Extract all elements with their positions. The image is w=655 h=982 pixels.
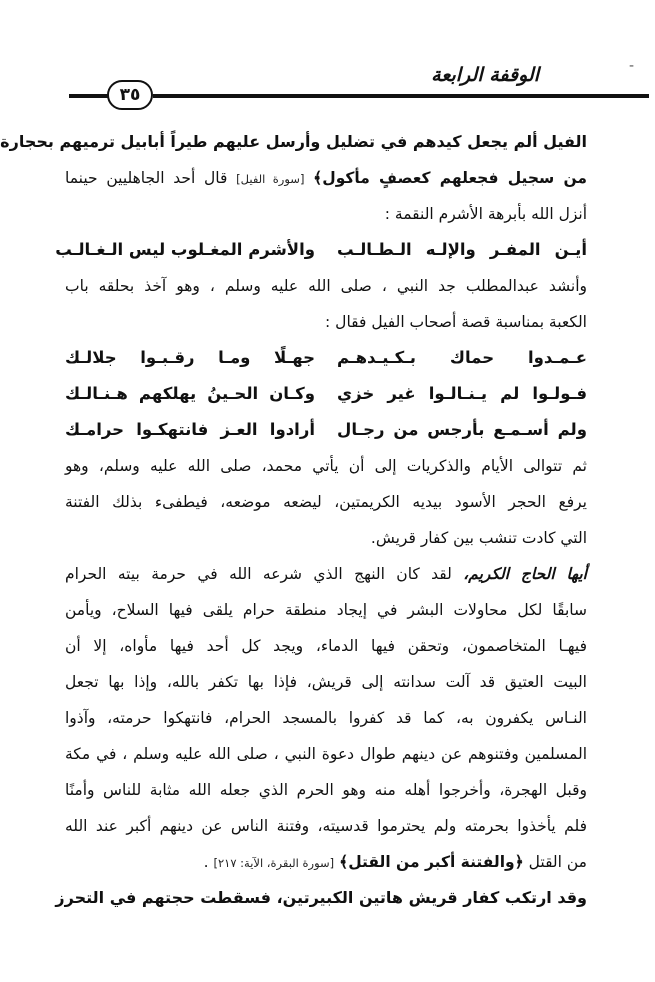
text-line: وقد ارتكب كفار قريش هاتين الكبيرتين، فسقطت حجتهم في التحرز (55, 888, 587, 907)
text-segment: لقد كان النهج الذي شرعه الله في حرمة بيته الحرام (65, 565, 452, 583)
page-body (0, 124, 588, 916)
text-segment: قال أحد الجاهليين حينما (65, 169, 228, 187)
verse-first-hemistich: عـمـدوا حماك بـكـيـدهـم (337, 348, 587, 367)
running-header-title: الوقفة الرابعة (431, 64, 539, 86)
surah-reference: [سورة البقرة، الآية: ٢١٧] (213, 856, 335, 870)
poem-verse (65, 376, 587, 412)
text-line: فيهـا المتخاصمون، وتحقن فيها الدماء، ويجد كل أحد فيها مأواه، إلا أن (65, 637, 587, 655)
text-line: وقبل الهجرة، وأخرجوا أهله منه وهو الحرم الذي جعله الله مثابة للناس وأمنًا (65, 781, 587, 799)
text-line (65, 556, 587, 592)
text-segment: . (203, 853, 209, 871)
text-line: الكعبة بمناسبة قصة أصحاب الفيل فقال : (325, 313, 587, 331)
text-line: النـاس يكفرون به، كما قد كفروا بالمسجد الحرام، فانتهكوا حرمته، وآذوا (65, 709, 587, 727)
text-line: المسلمين وفتنوهم عن دينهم طوال دعوة النبي ، صلى الله عليه وسلم ، في مكة (65, 745, 587, 763)
verse-first-hemistich: أيـن المفـر والإلـه الـطـالـب (337, 240, 587, 259)
page-number: ٣٥ (107, 80, 153, 110)
poem-verse (55, 232, 587, 268)
margin-mark: - (629, 58, 635, 74)
text-line: يرفع الحجر الأسود بيديه الكريمتين، ليضعه موضعه، فيطفىء بذلك الفتنة (65, 493, 587, 511)
paragraph-lead: أيها الحاج الكريم، (463, 565, 587, 583)
text-line: الفيل ألم يجعل كيدهم في تضليل وأرسل عليهم طيراً أبابيل ترميهم بحجارة (0, 132, 587, 151)
header-rule-left (69, 94, 109, 98)
poem-verse (65, 412, 587, 448)
text-line (65, 844, 587, 880)
verse-second-hemistich: جهـلًا ومـا رقـبـوا جلالـك (65, 348, 315, 367)
text-line: التي كادت تنشب بين كفار قريش. (370, 529, 587, 547)
verse-second-hemistich: وكـان الحـينُ يهلكهم هـنـالـك (65, 384, 315, 403)
verse-first-hemistich: ولم أسـمـع بأرجس من رجـال (337, 420, 587, 439)
text-line: البيت العتيق قد آلت سدانته إلى قريش، فإذا بها تكفر بالله، وإذا بها تجعل (65, 673, 587, 691)
verse-first-hemistich: فـولـوا لم يـنـالـوا غير خزي (337, 384, 587, 403)
quran-quote: ﴿والفتنة أكبر من القتل﴾ (339, 853, 524, 871)
text-line: ثم تتوالى الأيام والذكريات إلى أن يأتي محمد، صلى الله عليه وسلم، وهو (65, 457, 587, 475)
verse-second-hemistich: أرادوا العـز فانتهكـوا حرامـك (65, 420, 315, 439)
quran-quote: من سجيل فجعلهم كعصفٍ مأكول﴾ (313, 169, 588, 187)
surah-reference: [سورة الفيل] (236, 172, 305, 186)
text-line: سابقًا لكل محاولات البشر في إيجاد منطقة حرام يلقى فيها السلاح، ويأمن (65, 601, 587, 619)
text-segment: من القتل (528, 853, 587, 871)
header-rule (153, 94, 649, 98)
poem-verse (65, 340, 587, 376)
verse-second-hemistich: والأشرم المغـلوب ليس الـغـالـب (55, 240, 315, 259)
text-line: أنزل الله بأبرهة الأشرم النقمة : (384, 205, 587, 223)
text-line (65, 160, 587, 196)
text-line: وأنشد عبدالمطلب جد النبي ، صلى الله عليه وسلم ، وهو آخذ بحلقه باب (65, 277, 587, 295)
text-line: فلم يأخذوا بحرمته ولم يحترموا قدسيته، وفتنة الناس عن دينهم أكبر عند الله (65, 817, 587, 835)
